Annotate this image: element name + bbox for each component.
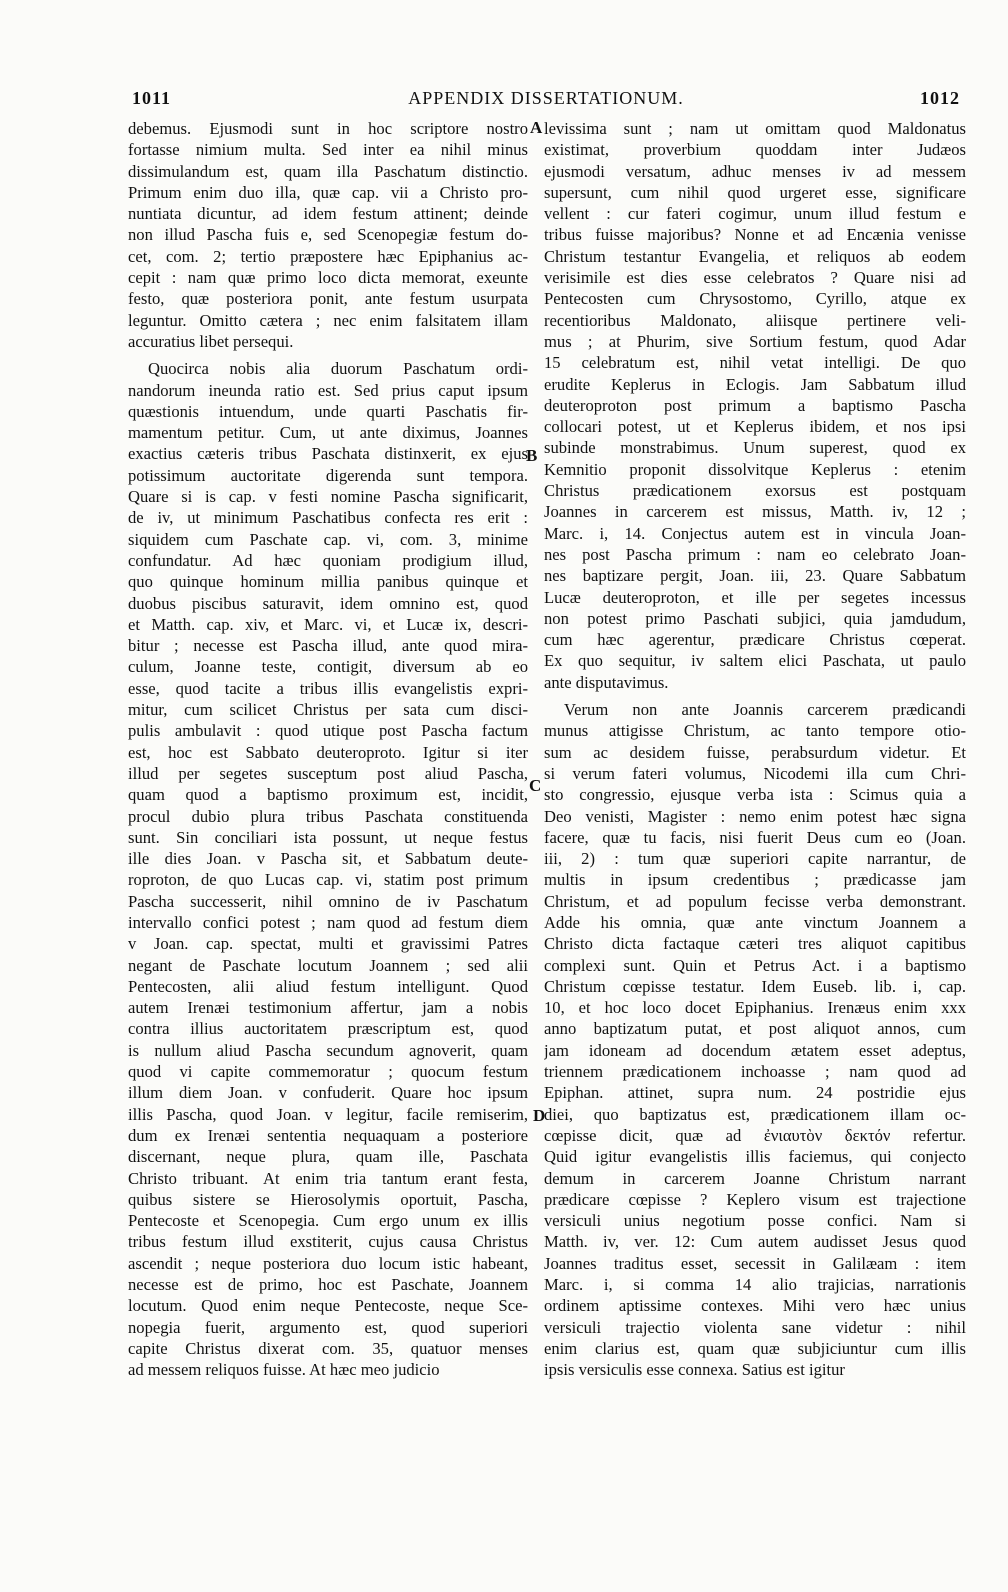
- text-line: esse, quod tacite a tribus illis evangelistis expri-: [128, 678, 528, 698]
- text-line: Joannes traditus esset, secessit in Galilæam : item: [544, 1253, 966, 1273]
- text-line: Lucæ deuteroproton, et ille per segetes incessus: [544, 587, 966, 607]
- text-line: cet, com. 2; tertio præpostere hæc Epiphanius ac-: [128, 246, 528, 266]
- text-line: quam quod a baptismo proximum est, incidit,: [128, 785, 528, 805]
- text-line: ordinem aptissime contexes. Mihi vero hæc unius: [544, 1296, 966, 1316]
- text-line: mamentum petitur. Cum, ut ante diximus, Joannes: [128, 423, 528, 443]
- text-line: contra illius auctoritatem præscriptum est, quod: [128, 1019, 528, 1039]
- text-line: Pentecosten cum Chrysostomo, Cyrillo, atque ex: [544, 289, 966, 309]
- text-line: illis Pascha, quod Joan. v legitur, facile remiserim,: [128, 1104, 528, 1124]
- running-title: APPENDIX DISSERTATIONUM.: [408, 88, 684, 108]
- text-line: cœpisse dicit, quæ ad ἐνιαυτὸν δεκτόν refertur.: [544, 1125, 966, 1145]
- text-line: fortasse nimium multa. Sed inter ea nihil minus: [128, 140, 528, 160]
- text-line: nes baptizare pergit, Joan. iii, 23. Quare Sabbatum: [544, 566, 966, 586]
- text-line: erudite Keplerus in Eclogis. Jam Sabbatum illud: [544, 374, 966, 394]
- text-line: illud per segetes susceptum post aliud Pascha,: [128, 763, 528, 783]
- text-line: accuratius libet persequi.: [128, 331, 294, 351]
- text-line: leguntur. Omitto cætera ; nec enim falsitatem illam: [128, 310, 528, 330]
- text-line: duobus piscibus saturavit, idem omnino est, quod: [128, 593, 528, 613]
- text-line: quibus sistere se Hierosolymis oportuit, Pascha,: [128, 1189, 528, 1209]
- text-line: pulis ambulavit : quod utique post Pascha factum: [128, 721, 528, 741]
- text-line: sto congressio, ejusque verba ista : Scimus quia a: [544, 785, 966, 805]
- text-line: dum ex Irenæi sententia nequaquam a posteriore: [128, 1125, 528, 1145]
- text-line: Matth. iv, ver. 12: Cum autem audisset Jesus quod: [544, 1232, 966, 1252]
- text-line: capite Christus dixerat com. 35, quatuor menses: [128, 1338, 528, 1358]
- text-line: prædicare cœpisse ? Keplero visum est trajectione: [544, 1189, 966, 1209]
- text-line: Marc. i, 14. Conjectus autem est in vincula Joan-: [544, 523, 966, 543]
- text-line: diei, quo baptizatus est, prædicationem illam oc-: [544, 1104, 966, 1124]
- text-line: is nullum aliud Pascha secundum agnoverit, quam: [128, 1040, 528, 1060]
- text-line: triennem prædicationem inchoasse ; nam quod ad: [544, 1062, 966, 1082]
- text-line: enim clarius est, quam quæ subjiciuntur cum illis: [544, 1338, 966, 1358]
- text-line: siquidem cum Paschate cap. vi, com. 3, minime: [128, 529, 528, 549]
- text-line: levissima sunt ; nam ut omittam quod Maldonatus: [544, 119, 966, 138]
- text-line: 15 celebratum est, nihil vetat intelligi. De quo: [544, 353, 966, 373]
- text-line: Marc. i, si comma 14 alio trajicias, narrationis: [544, 1275, 966, 1295]
- text-line: Christum, et ad populum fecisse verba demonstrant.: [544, 891, 966, 911]
- text-line: procul dubio plura tribus Paschata constituenda: [128, 806, 528, 826]
- text-line: cepit : nam quæ primo loco dicta memorat, exeunte: [128, 268, 528, 288]
- text-line: 10, et hoc loco docet Epiphanius. Irenæus enim xxx: [544, 998, 966, 1018]
- text-line: subinde monstrabimus. Unum superest, quod ex: [544, 438, 966, 458]
- text-line: cum hæc agerentur, prædicare Christus cœperat.: [544, 630, 966, 650]
- text-line: facere, quæ tu facis, nisi fuerit Deus cum eo (Joan.: [544, 827, 966, 847]
- text-line: Christo dicta factaque cæteri tres aliquot capitibus: [544, 934, 966, 954]
- text-line: Christo tribuant. At enim tria tantum erant festa,: [128, 1168, 528, 1188]
- text-line: debemus. Ejusmodi sunt in hoc scriptore nostro: [128, 119, 528, 138]
- text-line: mus ; at Phurim, sive Sortium festum, quod Adar: [544, 331, 966, 351]
- text-line: versiculi unius negotium posse confici. Nam si: [544, 1211, 966, 1231]
- text-line: deuteroproton post primum a baptismo Pascha: [544, 395, 966, 415]
- text-line: necesse est de primo, hoc est Paschate, Joannem: [128, 1275, 528, 1295]
- text-line: mitur, cum scilicet Christus per sata cum disci-: [128, 700, 528, 720]
- text-line: Christum testantur Evangelia, et reliquos ab eodem: [544, 246, 966, 266]
- text-line: confundatur. Ad hæc quoniam prodigium illud,: [128, 550, 528, 570]
- text-line: ascendit ; neque posteriora duo locum istic habeant,: [128, 1253, 528, 1273]
- text-line: Quocirca nobis alia duorum Paschatum ordi-: [148, 359, 528, 379]
- text-line: quod vi capite commemoratur ; quocum festum: [128, 1062, 528, 1082]
- text-line: ad messem reliquos fuisse. At hæc meo judicio: [128, 1360, 440, 1380]
- text-line: dissimulandum est, quam illa Paschatum distinctio.: [128, 161, 528, 181]
- text-line: est, hoc est Sabbato deuteroproto. Igitur si iter: [128, 742, 528, 762]
- text-line: culum, Joanne teste, contigit, diversum ab eo: [128, 657, 528, 677]
- text-line: anno baptizatum putat, et post aliquot annos, cum: [544, 1019, 966, 1039]
- text-line: munus attigisse Christum, ac tanto tempore otio-: [544, 721, 966, 741]
- text-line: autem Irenæi testimonium affertur, jam a nobis: [128, 998, 528, 1018]
- text-line: Ex quo sequitur, iv saltem elici Paschata, ut paulo: [544, 651, 966, 671]
- text-line: sunt. Sin conciliari ista possunt, ut neque festus: [128, 827, 528, 847]
- margin-marker-b: B: [526, 446, 538, 465]
- text-line: v Joan. cap. spectat, multi et gravissimi Patres: [128, 934, 528, 954]
- text-line: Primum enim duo illa, quæ cap. vii a Christo pro-: [128, 182, 528, 202]
- text-line: Deo venisti, Magister : nemo enim potest hæc signa: [544, 806, 966, 826]
- text-line: ejusmodi versatum, adhuc menses iv ad messem: [544, 161, 966, 181]
- text-line: Pentecoste et Scenopegia. Cum ergo unum ex illis: [128, 1211, 528, 1231]
- text-line: recentioribus Maldonato, aliisque pertinere veli-: [544, 310, 966, 330]
- text-line: ipsis versiculis esse connexa. Satius est igitur: [544, 1360, 845, 1380]
- text-line: Quid igitur evangelistis illis faciemus, qui conjecto: [544, 1147, 966, 1167]
- text-line: vellent : cur fateri cogimur, unum illud festum e: [544, 204, 966, 224]
- text-line: non illud Pascha fuis e, sed Scenopegiæ festum do-: [128, 225, 528, 245]
- text-line: tribus festum illud exstiterit, cujus causa Christus: [128, 1232, 528, 1252]
- text-line: Pentecosten, alii aliud festum intelligunt. Quod: [128, 976, 528, 996]
- text-line: Christus prædicationem exorsus est postquam: [544, 481, 966, 501]
- text-line: si verum fateri volumus, Nicodemi illa cum Chri-: [544, 763, 966, 783]
- text-line: tribus fuisse majoribus? Nonne et ad Encænia venisse: [544, 225, 966, 245]
- text-line: sum ac desidem fuisse, perabsurdum videtur. Et: [544, 742, 966, 762]
- text-line: nopegia fuerit, argumento est, quod superiori: [128, 1317, 528, 1337]
- text-line: Epiphan. attinet, supra num. 24 postridie ejus: [544, 1083, 966, 1103]
- text-line: de iv, ut minimum Paschatibus confecta res erit :: [128, 508, 528, 528]
- text-line: demum in carcerem Joanne Christum narrant: [544, 1168, 966, 1188]
- margin-marker-a: A: [530, 118, 543, 137]
- text-line: verisimile est dies esse celebratos ? Quare nisi ad: [544, 268, 966, 288]
- text-line: et Matth. cap. xiv, et Marc. vi, et Lucæ ix, descri-: [128, 614, 528, 634]
- text-line: nuntiata dicuntur, ad idem festum attinent; deinde: [128, 204, 528, 224]
- text-line: multis in ipsum credentibus ; prædicasse jam: [544, 870, 966, 890]
- text-line: ille dies Joan. v Pascha sit, et Sabbatum deute-: [128, 849, 528, 869]
- text-line: quo quinque hominum millia panibus quinque et: [128, 572, 528, 592]
- text-line: nandorum ineunda ratio est. Sed prius caput ipsum: [128, 380, 528, 400]
- text-line: roproton, de quo Lucas cap. vi, statim post primum: [128, 870, 528, 890]
- text-line: non potest primo Paschati subjici, quia jamdudum,: [544, 608, 966, 628]
- text-line: complexi sunt. Quin et Petrus Act. i a baptismo: [544, 955, 966, 975]
- text-line: Adde his omnia, quæ ante vinctum Joannem a: [544, 912, 966, 932]
- text-line: bitur ; necesse est Pascha illud, ante quod mira-: [128, 636, 528, 656]
- text-line: negant de Paschate locutum Joannem ; sed alii: [128, 955, 528, 975]
- right-column: [544, 118, 966, 1381]
- margin-marker-d: D: [533, 1106, 546, 1125]
- text-line: nes post Pascha primum : nam eo celebrato Joan-: [544, 544, 966, 564]
- text-line: discernant, neque plura, quam ille, Paschata: [128, 1147, 528, 1167]
- left-column: [128, 118, 528, 1381]
- text-line: intervallo confici potest ; nam quod ad festum diem: [128, 912, 528, 932]
- text-line: locutum. Quod enim neque Pentecoste, neque Sce-: [128, 1296, 528, 1316]
- text-line: existimat, proverbium quoddam inter Judæos: [544, 140, 966, 160]
- text-line: Kemnitio proponit dissolvitque Keplerus : etenim: [544, 459, 966, 479]
- text-line: ante disputavimus.: [544, 672, 669, 692]
- text-line: Quare si is cap. v festi nomine Pascha significarit,: [128, 487, 528, 507]
- page-number-right: 1012: [920, 88, 960, 108]
- text-line: versiculi trajectio violenta sane videtur : nihil: [544, 1317, 966, 1337]
- text-line: potissimum auctoritate digerenda sunt tempora.: [128, 465, 528, 485]
- text-line: festo, quæ posteriora ponit, ante festum usurpata: [128, 289, 528, 309]
- text-line: supersunt, cum nihil quod urgeret esse, significare: [544, 182, 966, 202]
- text-line: Verum non ante Joannis carcerem prædicandi: [564, 700, 966, 720]
- text-line: illum diem Joan. v confuderit. Quare hoc ipsum: [128, 1083, 528, 1103]
- margin-marker-c: C: [529, 776, 542, 795]
- text-line: Christum cœpisse testatur. Idem Euseb. lib. i, cap.: [544, 976, 966, 996]
- page-number-left: 1011: [132, 88, 172, 108]
- text-line: collocari potest, ut et Keplerus ibidem, et nos ipsi: [544, 417, 966, 437]
- text-line: Pascha successerit, nihil omnino de iv Paschatum: [128, 891, 528, 911]
- text-line: quæstionis intuendum, unde quarti Paschatis fir-: [128, 401, 528, 421]
- page-header: [128, 88, 964, 118]
- text-line: iii, 2) : tum quæ superiori capite narrantur, de: [544, 849, 966, 869]
- text-line: exactius cæteris tribus Paschata distinxerit, ex ejus: [128, 444, 528, 464]
- text-line: jam idoneam ad docendum ætatem esset adeptus,: [544, 1040, 966, 1060]
- text-line: Joannes in carcerem est missus, Matth. iv, 12 ;: [544, 502, 966, 522]
